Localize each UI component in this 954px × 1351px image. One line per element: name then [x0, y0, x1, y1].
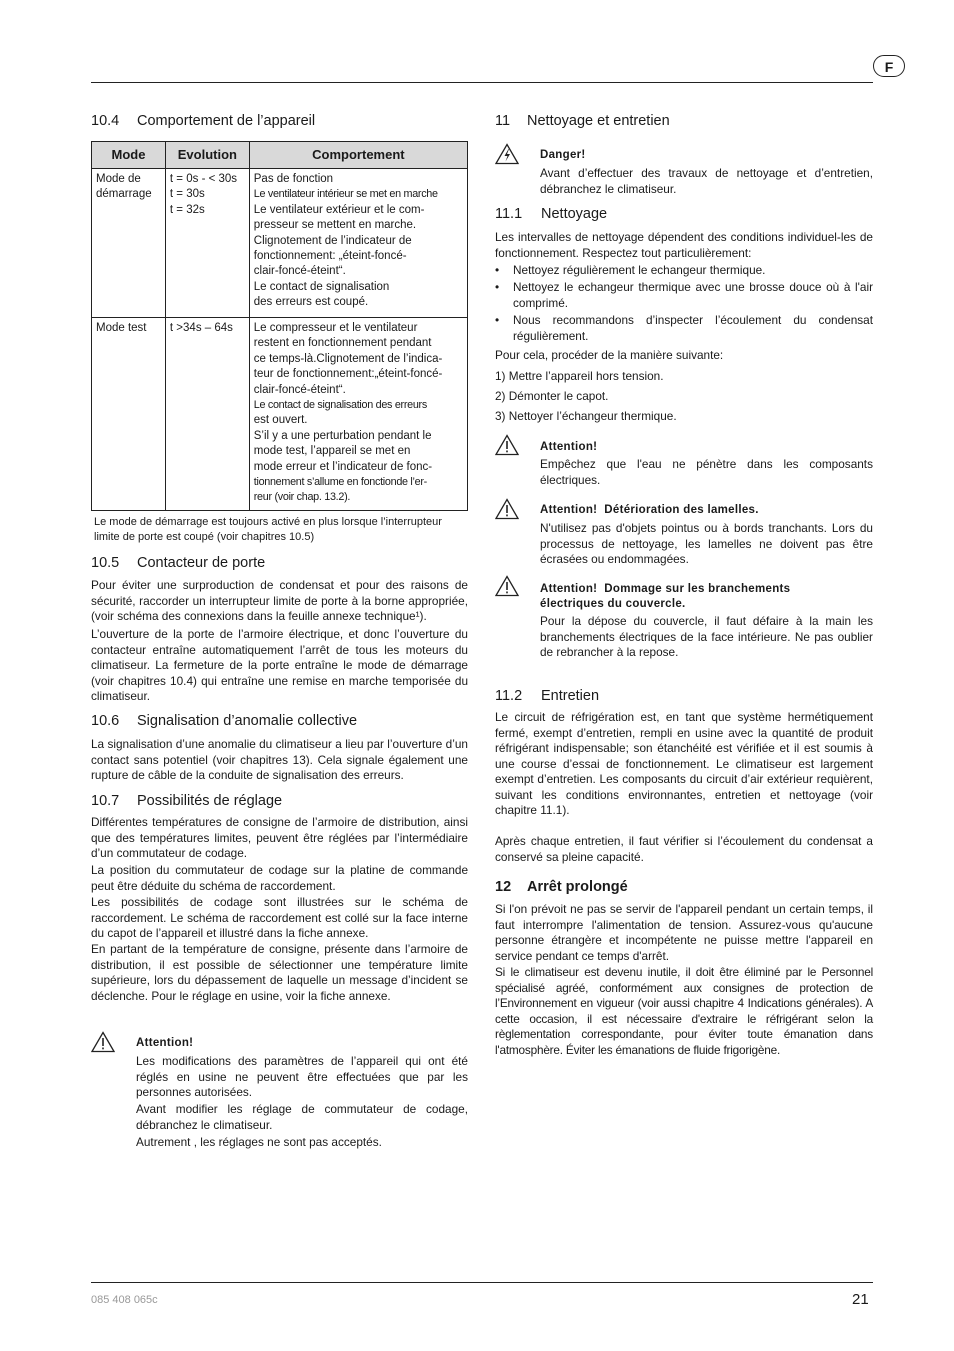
danger-warning — [495, 143, 873, 197]
section-11-2-heading: 11.2 Entretien — [495, 688, 600, 704]
section-11-1-paragraph-2: Pour cela, procéder de la manière suivante: — [495, 348, 724, 362]
section-12-paragraph-1: Si l'on prévoit ne pas se servir de l'appareil pendant un certain temps, il faut interrompre l'alimentation de tension. Assurez-vous qu'aucune personne étrangère et incompétente ne puisse mettre l'appareil en service pendant ce temps d'arrêt. — [495, 902, 873, 963]
comportement-column-header: Comportement — [249, 142, 467, 169]
attention-warning-lamelles — [495, 498, 873, 570]
footer-rule — [91, 1282, 873, 1283]
warning-text-2: Avant modifier les réglage de commutateur de codage, débranchez le climatiseur. — [136, 1102, 468, 1132]
section-10-5-heading: 10.5 Contacteur de porte — [91, 555, 266, 571]
mode-table — [91, 141, 468, 511]
section-10-7-paragraph-3: Les possibilités de codage sont illustrées sur le schéma de raccordement. Le schéma de raccordement est collé sur la face interne du capot de l’appareil et illustré dans la fiche annexe. — [91, 895, 468, 940]
section-11-2-paragraph-2: Après chaque entretien, il faut vérifier si l’écoulement du condensat a conservé sa pleine capacité. — [495, 834, 873, 864]
danger-title: Danger! — [540, 149, 586, 161]
document-number: 085 408 065c — [91, 1294, 158, 1306]
evolution-cell: t = 0s - < 30s t = 30s t = 32s — [165, 169, 249, 318]
attention-warning-water — [495, 434, 873, 488]
section-12-heading: 12 Arrêt prolongé — [495, 879, 628, 895]
warning-text: Pour la dépose du couvercle, il faut défaire à la main les branchements électriques de la face intérieure. Ne pas oublier de rebrancher à la repose. — [540, 614, 873, 659]
warning-title-line-2: électriques du couvercle. — [540, 598, 686, 610]
section-11-1-heading: 11.1 Nettoyage — [495, 206, 608, 222]
table-row — [92, 318, 468, 511]
mode-cell: Mode de démarrage — [92, 169, 166, 318]
mode-cell: Mode test — [92, 318, 166, 511]
attention-warning-cover — [495, 575, 873, 665]
section-10-5-paragraph-1: Pour éviter une surproduction de condensat et pour des raisons de sécurité, raccorder un interrupteur limite de porte à la borne appropriée, (voir schéma des connexions dans la feuille annexe technique¹). — [91, 578, 468, 623]
cleaning-bullet-list — [495, 262, 873, 345]
comportement-cell: Pas de fonction Le ventilateur intérieur se met en marche Le ventilateur extérieur et le com- presseur se mettent en marche. Clignotement de l’indicateur de fonctionnement: „éteint-foncé- clair-foncé-éteint“. Le contact de signalisation des erreurs est coupé. — [249, 169, 467, 318]
section-10-7-paragraph-2: La position du commutateur de codage sur la platine de commande peut être déduite du schéma de raccordement. — [91, 863, 468, 893]
section-11-2-paragraph-1: Le circuit de réfrigération est, en tant que système hermétiquement fermé, exempt d’entretien, rempli en usine avec la quantité de produit réfrigérant indispensable; son étanchéité est vérifiée et il est soumis à une course d’essai de fonctionnement. Le climatiseur est largement exempt d’entretien. Les composants du circuit d’air extérieur requièrent, suivant les conditions environnantes, entretien et nettoyage (voir chapitre 11.1). — [495, 710, 873, 817]
warning-title-line-1: Attention! Dommage sur les branchements — [540, 583, 791, 595]
section-10-4-heading: 10.4 Comportement de l’appareil — [91, 113, 316, 129]
list-item: • Nettoyez le echangeur thermique avec une brosse douce où à l'air comprimé. — [495, 279, 873, 312]
section-10-7-paragraph-1: Différentes températures de consigne de l’armoire de distribution, ainsi que des températures limites, peuvent être réglées par l’intermédiaire d’un commutateur de codage. — [91, 815, 468, 860]
list-item: • Nous recommandons d’inspecter l’écoulement du condensat régulièrement. — [495, 312, 873, 345]
warning-text-3: Autrement , les réglages ne sont pas acceptés. — [136, 1135, 382, 1149]
table-row — [92, 169, 468, 318]
cleaning-steps-list — [495, 366, 873, 426]
warning-text-1: Les modifications des paramètres de l’appareil qui ont été réglés en usine ne peuvent être effectuées que par les personnes autorisées. — [136, 1054, 468, 1099]
section-11-1-paragraph-1: Les intervalles de nettoyage dépendent des conditions individuel-les de fonctionnement. Respectez tout particulièrement: — [495, 230, 873, 260]
danger-text: Avant d’effectuer des travaux de nettoyage et d’entretien, débranchez le climatiseur. — [540, 166, 873, 196]
table-note: Le mode de démarrage est toujours activé en plus lorsque l’interrupteur limite de porte est coupé (voir chapitres 10.5) — [94, 516, 442, 543]
mode-column-header: Mode — [92, 142, 166, 169]
warning-triangle-icon — [495, 575, 519, 597]
section-10-6-paragraph: La signalisation d’une anomalie du climatiseur a lieu par l’ouverture d’un contact sans potentiel (voir chapitres 13). Cela signale également une rupture de câble de la conduite de signalisation des erreurs. — [91, 737, 468, 782]
warning-title: Attention! — [540, 441, 598, 453]
page-number: 21 — [852, 1291, 869, 1308]
list-item: 2) Démonter le capot. — [495, 389, 609, 403]
attention-warning-coding — [91, 1031, 468, 1151]
warning-triangle-icon — [495, 434, 519, 456]
evolution-cell: t >34s – 64s — [165, 318, 249, 511]
list-item: 1) Mettre l’appareil hors tension. — [495, 369, 664, 383]
electric-hazard-icon — [495, 143, 519, 165]
comportement-cell: Le compresseur et le ventilateur restent en fonctionnement pendant ce temps-là.Clignotement de l’indica- teur de fonctionnement:„éteint-foncé- clair-foncé-éteint“. Le contact de signalisation des erreurs est ouvert. S’il y a une perturbation pendant le mode test, l’appareil se met en mode erreur et l’indicateur de fonc- tionnement s’allume en fonctionde l’er- reur (voir chap. 13.2). — [249, 318, 467, 511]
section-12-paragraph-2: Si le climatiseur est devenu inutile, il doit être éliminé par le Personnel spécialisé agréé, conformément aux consignes de protection de l’Environnement en vigueur (voir aussi chapitre 4 Indications générales). A cette occasion, il est nécessaire d'extraire le réfrigérant selon la règlementation correspondante, pour éviter toute émanation dans l'atmosphère. Éviter les émanations de fluide frigorigène. — [495, 965, 873, 1057]
warning-title: Attention! — [136, 1037, 194, 1049]
language-badge: F — [873, 55, 905, 77]
warning-triangle-icon — [495, 498, 519, 520]
evolution-column-header: Evolution — [165, 142, 249, 169]
section-10-6-heading: 10.6 Signalisation d’anomalie collective — [91, 713, 358, 729]
section-11-heading: 11 Nettoyage et entretien — [495, 113, 670, 129]
section-10-7-heading: 10.7 Possibilités de réglage — [91, 793, 283, 809]
section-10-5-paragraph-2: L’ouverture de la porte de l’armoire électrique, et donc l’ouverture du contacteur entraîne automatiquement l’arrêt de tous les moteurs du climatiseur. La fermeture de la porte entraîne le mode de démarrage (voir chapitres 10.4) qui entraîne une remise en marche temporisée du climatiseur. — [91, 627, 468, 703]
warning-title: Attention! Détérioration des lamelles. — [540, 504, 759, 516]
section-10-7-paragraph-4: En partant de la température de consigne, présente dans l’armoire de distribution, il est possible de sélectionner une température limite supérieure, lors du dépassement de laquelle un message d’incident se déclenche. Pour le réglage en usine, voir la fiche annexe. — [91, 942, 468, 1003]
warning-triangle-icon — [91, 1031, 115, 1053]
warning-text: Empêchez que l'eau ne pénètre dans les composants électriques. — [540, 457, 873, 487]
warning-text: N'utilisez pas d'objets pointus ou à bords tranchants. Lors du processus de nettoyage, les lamelles ne doivent pas être écrasées ou endommagées. — [540, 521, 873, 566]
list-item: 3) Nettoyer l’échangeur thermique. — [495, 409, 677, 423]
list-item: • Nettoyez régulièrement le echangeur thermique. — [495, 262, 873, 279]
header-rule — [91, 82, 873, 83]
